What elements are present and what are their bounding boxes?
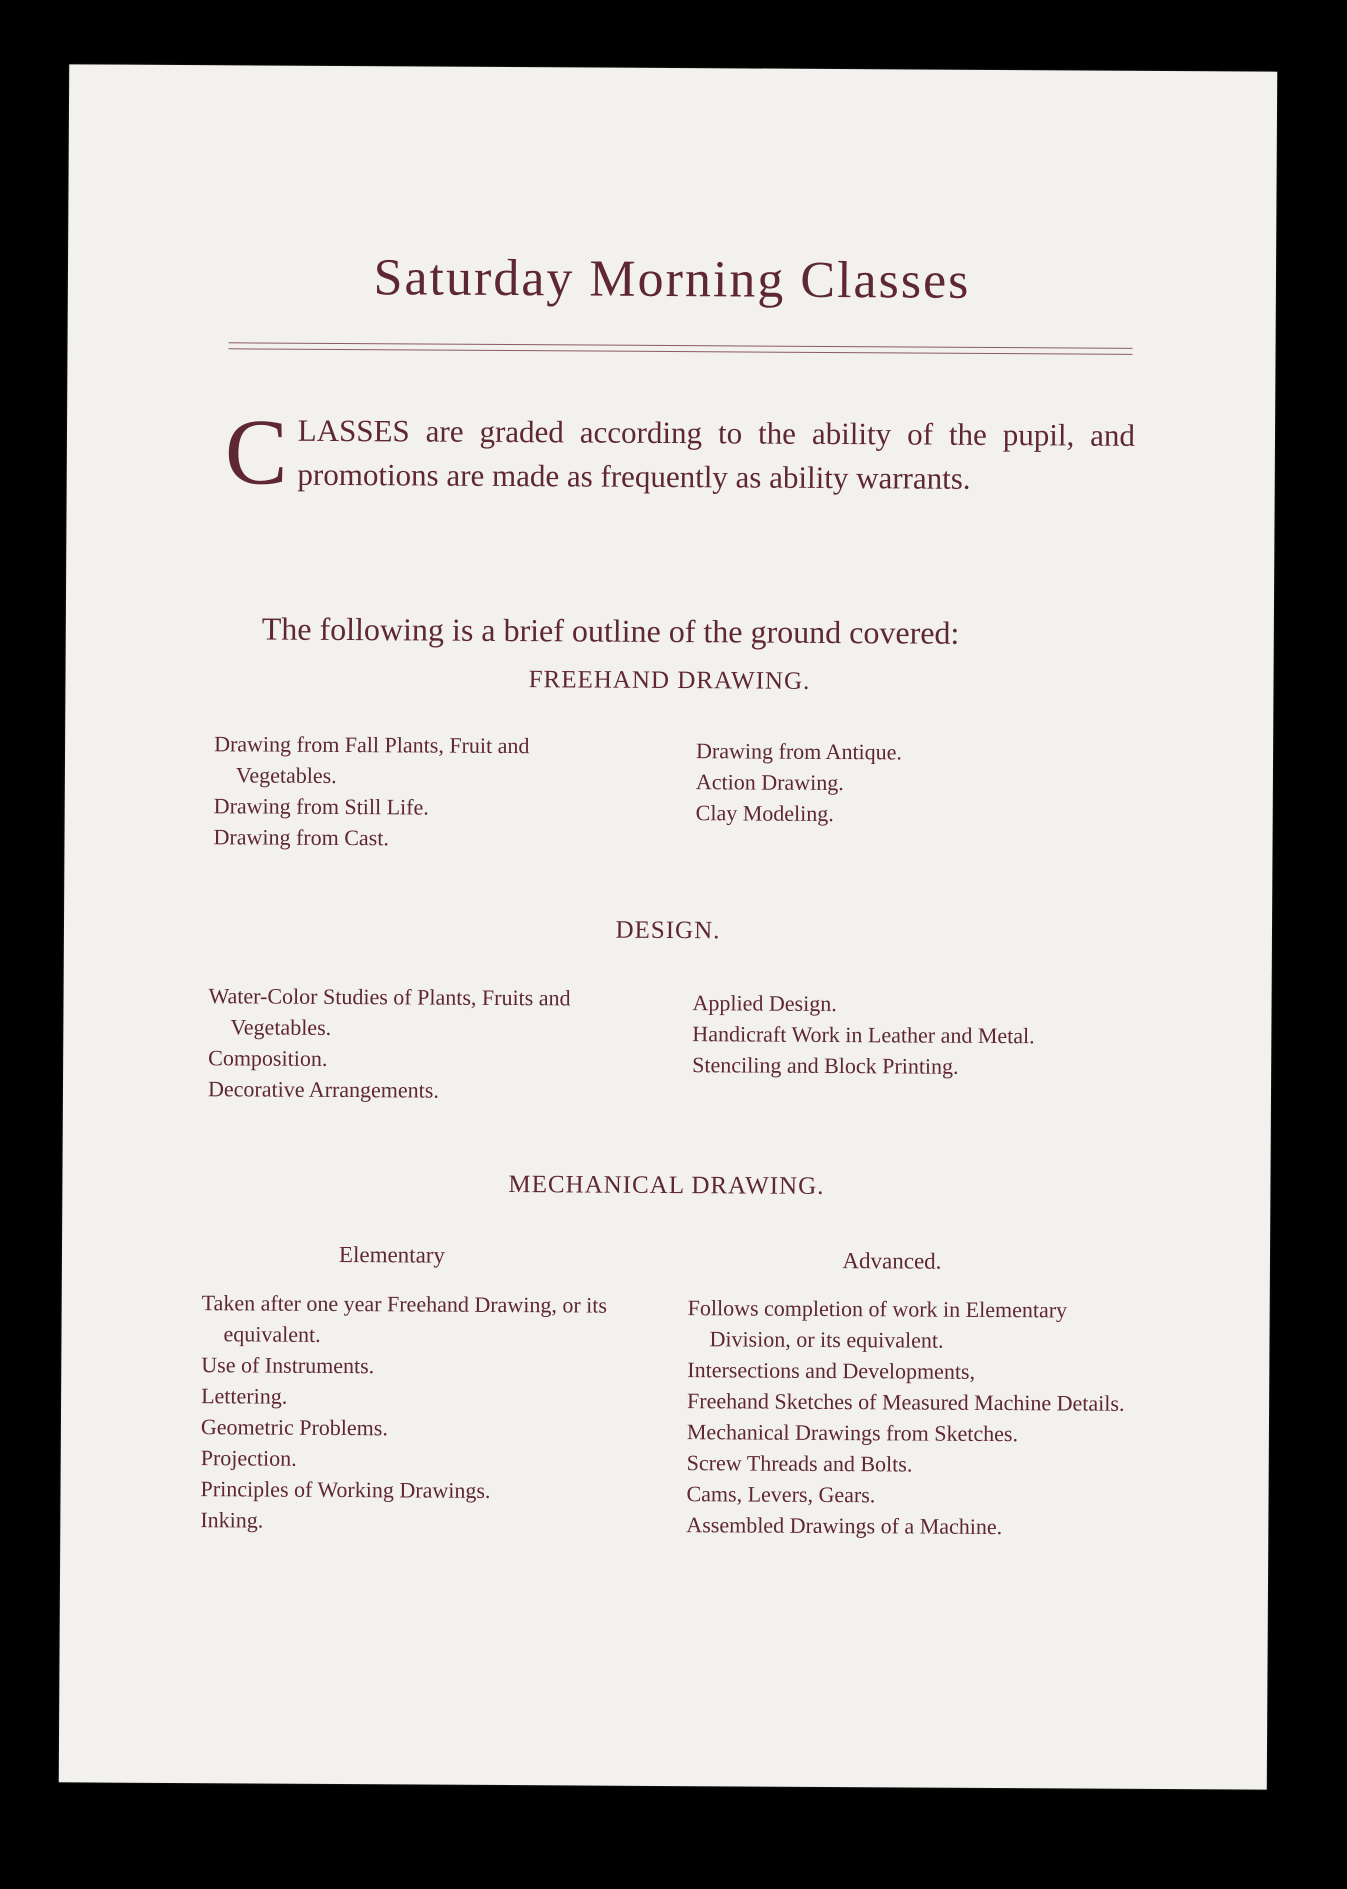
list-item: Freehand Sketches of Measured Machine Details. (687, 1388, 1125, 1416)
list-item: Projection. (200, 1445, 297, 1471)
list-item: Inking. (200, 1507, 264, 1533)
section-heading-design: DESIGN. (615, 916, 721, 945)
page-title: Saturday Morning Classes (373, 249, 971, 310)
list-item: Principles of Working Drawings. (200, 1476, 491, 1503)
list-item: Taken after one year Freehand Drawing, or its equivalent. (201, 1290, 608, 1347)
list-item: Intersections and Developments, (687, 1357, 976, 1384)
list-item: Screw Threads and Bolts. (686, 1450, 913, 1477)
design-right-list (692, 987, 1153, 1083)
elementary-list (200, 1287, 642, 1538)
drop-cap: C (224, 400, 288, 505)
list-item: Drawing from Cast. (213, 824, 389, 851)
list-item: Drawing from Antique. (696, 738, 903, 765)
title-rule-top (229, 342, 1133, 349)
list-item: Clay Modeling. (695, 800, 834, 827)
list-item: Geometric Problems. (200, 1414, 388, 1441)
sub-heading-elementary: Elementary (338, 1241, 446, 1268)
intro-paragraph (223, 400, 1136, 505)
outline-intro-line: The following is a brief outline of the ground covered: (261, 610, 960, 651)
list-item: Drawing from Fall Plants, Fruit and Vegetables. (214, 731, 530, 788)
section-heading-freehand: FREEHAND DRAWING. (528, 666, 811, 695)
list-item: Drawing from Still Life. (213, 793, 429, 820)
advanced-list (686, 1292, 1138, 1543)
freehand-left-list (213, 728, 634, 855)
list-item: Water-Color Studies of Plants, Fruits and Vegetables. (208, 983, 571, 1040)
list-item: Lettering. (201, 1383, 288, 1409)
list-item: Applied Design. (692, 990, 837, 1017)
list-item: Composition. (208, 1045, 328, 1071)
list-item: Use of Instruments. (201, 1352, 375, 1379)
sub-heading-advanced: Advanced. (842, 1248, 942, 1274)
catalog-page (59, 64, 1277, 1789)
section-heading-mechanical: MECHANICAL DRAWING. (508, 1171, 825, 1200)
title-rule-bottom (229, 348, 1133, 355)
list-item: Mechanical Drawings from Sketches. (686, 1419, 1019, 1447)
list-item: Follows completion of work in Elementary Division, or its equivalent. (687, 1295, 1068, 1353)
list-item: Stenciling and Block Printing. (692, 1052, 959, 1079)
design-left-list (208, 980, 649, 1107)
list-item: Decorative Arrangements. (207, 1076, 439, 1103)
freehand-right-list (696, 735, 1117, 831)
list-item: Handicraft Work in Leather and Metal. (692, 1021, 1035, 1049)
list-item: Cams, Levers, Gears. (686, 1481, 876, 1508)
list-item: Assembled Drawings of a Machine. (686, 1512, 1003, 1540)
list-item: Action Drawing. (695, 769, 844, 796)
intro-text: LASSES are graded according to the ability of the pupil, and promotions are made as frequently as ability warrants. (297, 412, 1136, 496)
